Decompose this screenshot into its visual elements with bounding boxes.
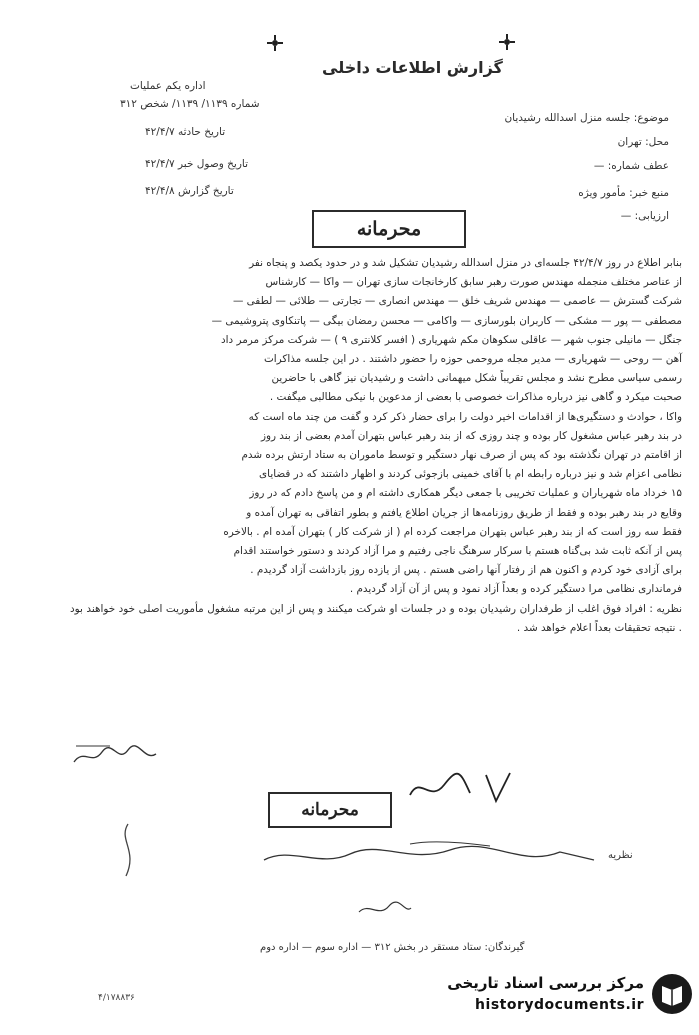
body-line: نظامی اعزام شد و نیز درباره رابطه ام با آقای خمینی بازجوئی کردند و اظهار داشتند که در قضایای [259, 468, 682, 481]
body-line: رسمی سیاسی مطرح نشد و مجلس تقریباً شکل میهمانی داشت و رشیدیان نیز گاهی با حاضرین [271, 372, 682, 385]
report-title: گزارش اطلاعات داخلی [322, 58, 503, 77]
body-line: شرکت گسترش — عاصمی — مهندس شریف خلق — مهندس انصاری — تجارتی — طلائی — لطفی — [232, 295, 682, 308]
body-line: وقایع در بند رهبر بوده و فقط از طریق روزنامه‌ها از جریان اطلاع یافتم و بطور اتفاقی به تهران آمده و [246, 506, 682, 519]
receipt-date: تاریخ وصول خبر ۴۲/۴/۷ [145, 158, 249, 170]
body-line: بنابر اطلاع در روز ۴۲/۴/۷ جلسه‌ای در منزل اسدالله رشیدیان تشکیل شد و در حدود یکصد و پنجاه نفر [249, 257, 682, 269]
subject-field: موضوع: جلسه منزل اسدالله رشیدیان [504, 112, 669, 124]
body-line: صحبت میکرد و گاهی نیز درباره مذاکرات خصوصی با بعضی از مدعوین با نیکی مطالبی میگفت . [269, 391, 682, 404]
emblem-left-icon [266, 34, 284, 52]
body-line: جنگل — مانیلی جنوب شهر — عاقلی سکوهان مکم شهریاری ( افسر کلانتری ۹ ) — شرکت مرکز مرمر داد [221, 333, 682, 346]
body-line: پس از آنکه ثابت شد بی‌گناه هستم با سرکار سرهنگ ناجی رفتیم و مرا آزاد کردند و دستور خواستند اقدام [233, 545, 682, 558]
body-line: ۱۵ خرداد ماه شهریاران و عملیات تخریبی با جمعی دیگر همکاری داشته ام و من پاسخ دادم که در روز [249, 487, 682, 500]
emblem-right-icon [498, 33, 516, 51]
source-field: منبع خبر: مأمور ویژه [578, 187, 669, 199]
body-line: آهن — روحی — شهریاری — مدیر مجله مروحمی حوزه را حضور داشتند . در این جلسه مذاکرات [263, 353, 682, 366]
nazariyeh-label: نظریه [608, 850, 633, 861]
number-line: شماره ۱۱۳۹/ ۱۱۳۹/ شخص ۳۱۲ [120, 98, 260, 110]
body-line: نظریه : افراد فوق اغلب از طرفداران رشیدیان بوده و در جلسات او شرکت میکنند و پس از این مرتبه مشغول مأموریت اصلی خود خواهند بود . نتیجه تحقیقات بعداً اعلام خواهد شد . [70, 602, 682, 634]
history-documents-logo [400, 970, 698, 1030]
margin-note-icon [108, 820, 148, 880]
book-logo-icon [650, 972, 694, 1016]
report-date: تاریخ گزارش ۴۲/۴/۸ [145, 185, 234, 197]
logo-url: historydocuments.ir [475, 997, 644, 1013]
report-body [70, 254, 682, 638]
reference-field: عطف شماره: — [593, 160, 669, 172]
body-line: واکا ، حوادث و دستگیری‌ها از اقدامات اخیر دولت را برای حضار ذکر کرد و گفت من چند ماه است که [248, 410, 682, 423]
logo-title: مرکز بررسی اسناد تاریخی [447, 974, 644, 992]
archive-reference: ۴/۱۷۸۸۳۶ [98, 993, 135, 1003]
grade-field: ارزیابی: — [620, 210, 669, 222]
body-line: برای آزادی خود کردم و اکنون هم از رفتار آنها راضی هستم . پس از یازده روز بازداشت آزاد گردیدم . [250, 564, 682, 577]
body-line: از اقامتم در تهران نگذشته بود که پس از صرف نهار دستگیر و توسط ماموران به ستاد ارتش برده شدم [241, 449, 682, 462]
body-line: در بند رهبر عباس مشغول کار بوده و چند روزی که از بند رهبر عباس بتهران آمدم بعضی از بند روز [260, 429, 682, 442]
distribution-line: گیرندگان: ستاد مستقر در بخش ۳۱۲ — اداره سوم — اداره دوم [260, 942, 525, 953]
body-line: فقط سه روز است که از بند رهبر عباس بتهران مراجعت کرده ام ( از شرکت کار ) بتهران آمده ام . بالاخره [223, 525, 682, 538]
body-line: از عناصر مختلف منجمله مهندس صورت رهبر سابق کارخانجات سازی تهران — واکا — کارشناس [265, 276, 682, 289]
body-line: فرمانداری نظامی مرا دستگیر کرده و بعداً آزاد نمود و پس از آن آزاد گردیدم . [349, 583, 682, 596]
confidential-stamp-top: محرمانه [312, 210, 466, 248]
incident-date: تاریخ حادثه ۴۲/۴/۷ [145, 126, 226, 138]
department: اداره یکم عملیات [130, 80, 206, 92]
place-field: محل: تهران [617, 136, 669, 148]
body-line: مصطفی — پور — مشکی — کاربران بلورسازی — واکامی — محسن رمضان بیگی — پاتنکاوی پتروشیمی — [211, 314, 682, 327]
margin-signature-icon [70, 742, 160, 772]
handwritten-note-icon [260, 838, 600, 878]
confidential-stamp-bottom: محرمانه [268, 792, 392, 828]
signature-icon [400, 765, 530, 810]
initials-icon [355, 898, 415, 920]
